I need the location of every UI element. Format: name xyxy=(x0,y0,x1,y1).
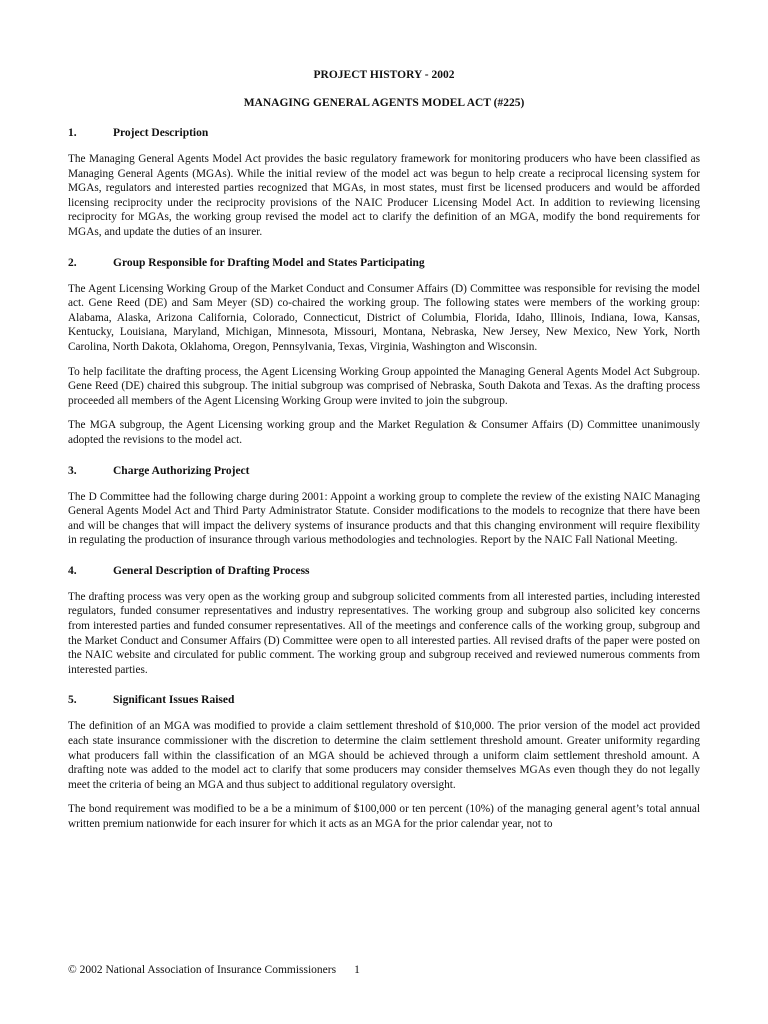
section-heading-5 xyxy=(68,693,700,707)
section-heading-4 xyxy=(68,564,700,578)
paragraph: The Agent Licensing Working Group of the Market Conduct and Consumer Affairs (D) Committee was responsible for revising the model act. Gene Reed (DE) and Sam Meyer (SD) co-chaired the working group. The following states were members of the working group: Alabama, Alaska, Arizona California, Colorado, Connecticut, District of Columbia, Florida, Idaho, Illinois, Indiana, Iowa, Kansas, Kentucky, Louisiana, Maryland, Michigan, Minnesota, Missouri, Montana, Nebraska, New Jersey, New Mexico, New York, North Carolina, North Dakota, Oklahoma, Oregon, Pennsylvania, Texas, Virginia, Washington and Wisconsin. xyxy=(68,282,700,353)
document-page xyxy=(68,68,700,832)
section-title: Project Description xyxy=(113,127,209,139)
section-heading-3 xyxy=(68,464,700,478)
section-title: Charge Authorizing Project xyxy=(113,464,250,477)
document-subtitle: MANAGING GENERAL AGENTS MODEL ACT (#225) xyxy=(243,97,525,109)
page-footer xyxy=(68,963,360,977)
page-number: 1 xyxy=(354,964,360,976)
section-title: Group Responsible for Drafting Model and States Participating xyxy=(113,256,425,269)
footer-copyright: © 2002 National Association of Insurance Commissioners xyxy=(68,964,337,976)
section-heading-1 xyxy=(68,126,700,140)
section-title: Significant Issues Raised xyxy=(113,694,235,707)
paragraph: The Managing General Agents Model Act provides the basic regulatory framework for monitoring producers who have been classified as Managing General Agents (MGAs). While the initial review of the model act was begun to help create a reciprocal licensing system for MGAs, regulators and interested parties recognized that MGAs, in most states, must first be licensed producers and would be afforded licensing reciprocity under the reciprocity provisions of the NAIC Producer Licensing Model Act. In addition to reviewing licensing reciprocity for MGAs, the working group revised the model act to clarify the definition of an MGA, modify the bond requirements for MGAs, and update the duties of an insurer. xyxy=(68,153,700,238)
section-number: 2. xyxy=(68,256,77,269)
section-number: 1. xyxy=(68,127,77,139)
section-heading-2 xyxy=(68,256,700,270)
paragraph: To help facilitate the drafting process, the Agent Licensing Working Group appointed the Managing General Agents Model Act Subgroup. Gene Reed (DE) chaired this subgroup. The initial subgroup was comprised of Nebraska, South Dakota and Texas. As the drafting process proceeded all members of the Agent Licensing Working Group were invited to join the subgroup. xyxy=(68,365,700,407)
paragraph: The definition of an MGA was modified to provide a claim settlement threshold of $10,000. The prior version of the model act provided each state insurance commissioner with the discretion to determine the claim settlement threshold amount. Greater uniformity regarding what producers fall within the classification of an MGA should be achieved through a uniform claim settlement threshold amount. A drafting note was added to the model act to clarify that some producers may consider themselves MGAs even though they do not legally meet the criteria of being an MGA and thus subject to additional regulatory oversight. xyxy=(68,720,700,791)
section-number: 5. xyxy=(68,694,77,707)
section-number: 4. xyxy=(68,564,77,577)
paragraph: The MGA subgroup, the Agent Licensing working group and the Market Regulation & Consumer Affairs (D) Committee unanimously adopted the revisions to the model act. xyxy=(68,419,700,446)
document-title: PROJECT HISTORY - 2002 xyxy=(313,69,455,81)
paragraph: The drafting process was very open as the working group and subgroup solicited comments from all interested parties, including interested regulators, funded consumer representatives and industry representatives. The working group and subgroup also solicited key concerns from interested parties and funded consumer representatives. All of the meetings and conference calls of the working group, subgroup and the Market Conduct and Consumer Affairs (D) Committee were open to all interested parties. All revised drafts of the paper were posted on the NAIC website and circulated for public comment. The working group and subgroup received and reviewed numerous comments from interested parties. xyxy=(68,590,700,676)
paragraph: The bond requirement was modified to be a be a minimum of $100,000 or ten percent (10%) of the managing general agent’s total annual written premium nationwide for each insurer for which it acts as an MGA for the prior calendar year, not to xyxy=(68,803,700,830)
section-number: 3. xyxy=(68,464,77,477)
section-title: General Description of Drafting Process xyxy=(113,564,310,577)
paragraph: The D Committee had the following charge during 2001: Appoint a working group to complete the review of the existing NAIC Managing General Agents Model Act and Third Party Administrator Statute. Consider modifications to the models to recognize that there have been and will be changes that will impact the delivery systems of insurance products and that this changing environment will require flexibility in regulating the production of insurance through various methodologies and technologies. Report by the NAIC Fall National Meeting. xyxy=(68,490,700,547)
